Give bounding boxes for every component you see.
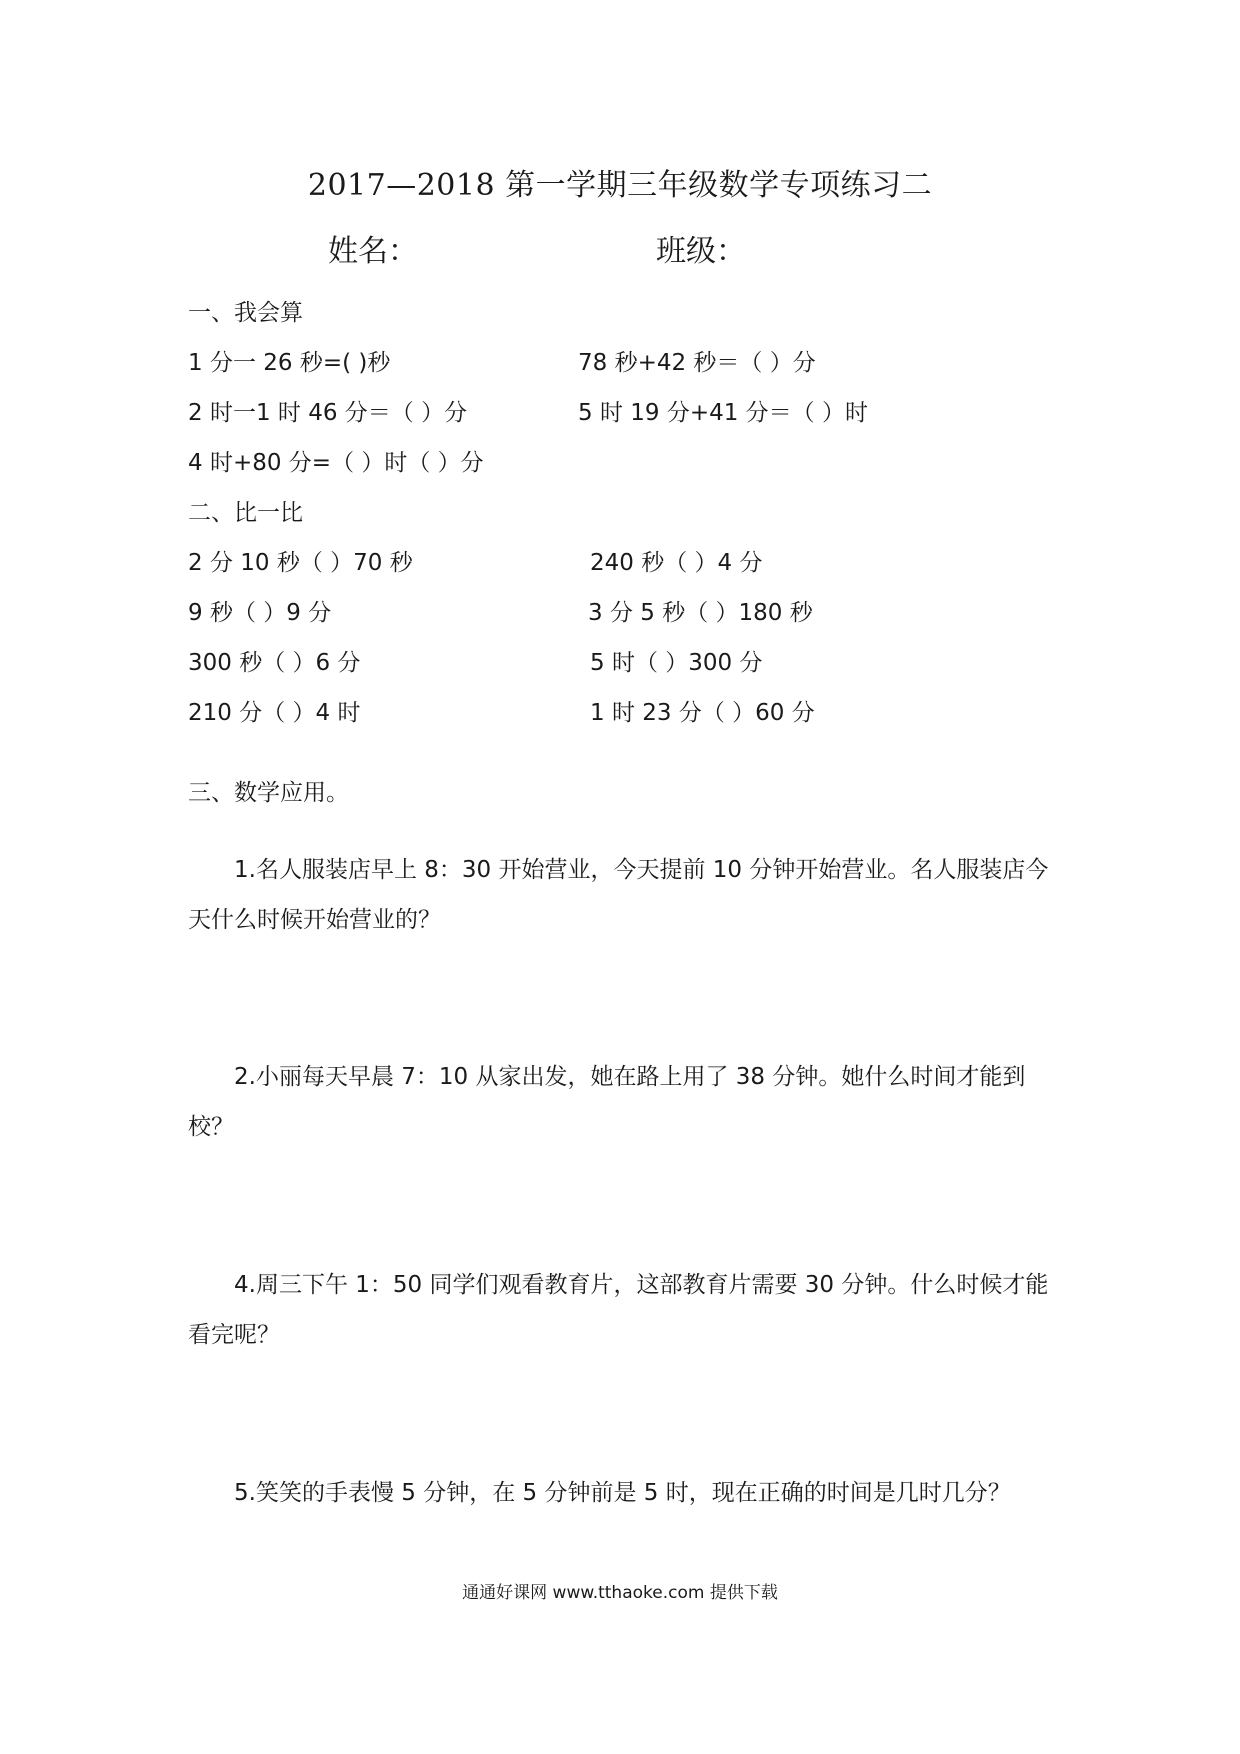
compare-item: 210 分（ ）4 时 — [188, 700, 361, 726]
section-3-heading: 三、数学应用。 — [188, 780, 349, 806]
compare-item: 3 分 5 秒（ ）180 秒 — [588, 600, 813, 626]
section-2-heading: 二、比一比 — [188, 500, 303, 526]
word-problem-1: 1.名人服装店早上 8：30 开始营业，今天提前 10 分钟开始营业。名人服装店今天什么时候开始营业的？ — [188, 857, 1049, 933]
calc-item: 5 时 19 分+41 分＝（ ）时 — [578, 400, 868, 426]
compare-item: 300 秒（ ）6 分 — [188, 650, 361, 676]
calc-item: 78 秒+42 秒＝（ ）分 — [578, 350, 816, 376]
name-label: 姓名： — [328, 234, 418, 269]
compare-item: 2 分 10 秒（ ）70 秒 — [188, 550, 413, 576]
calc-item: 4 时+80 分=（ ）时（ ）分 — [188, 450, 484, 476]
compare-item: 1 时 23 分（ ）60 分 — [590, 700, 815, 726]
word-problem-4: 4.周三下午 1：50 同学们观看教育片，这部教育片需要 30 分钟。什么时候才能看完呢？ — [188, 1272, 1049, 1348]
calc-item: 2 时一1 时 46 分＝（ ）分 — [188, 400, 468, 426]
section-1-heading: 一、我会算 — [188, 300, 303, 326]
compare-item: 5 时（ ）300 分 — [590, 650, 763, 676]
page-title: 2017—2018 第一学期三年级数学专项练习二 — [307, 168, 933, 203]
word-problem-5: 5.笑笑的手表慢 5 分钟，在 5 分钟前是 5 时，现在正确的时间是几时几分？ — [234, 1480, 1011, 1506]
word-problem-2: 2.小丽每天早晨 7：10 从家出发，她在路上用了 38 分钟。她什么时间才能到校？ — [188, 1064, 1026, 1140]
compare-item: 240 秒（ ）4 分 — [590, 550, 763, 576]
compare-item: 9 秒（ ）9 分 — [188, 600, 332, 626]
class-label: 班级： — [656, 234, 746, 269]
calc-item: 1 分一 26 秒=( )秒 — [188, 350, 391, 376]
footer-credit: 通通好课网 www.tthaoke.com 提供下载 — [462, 1583, 778, 1603]
